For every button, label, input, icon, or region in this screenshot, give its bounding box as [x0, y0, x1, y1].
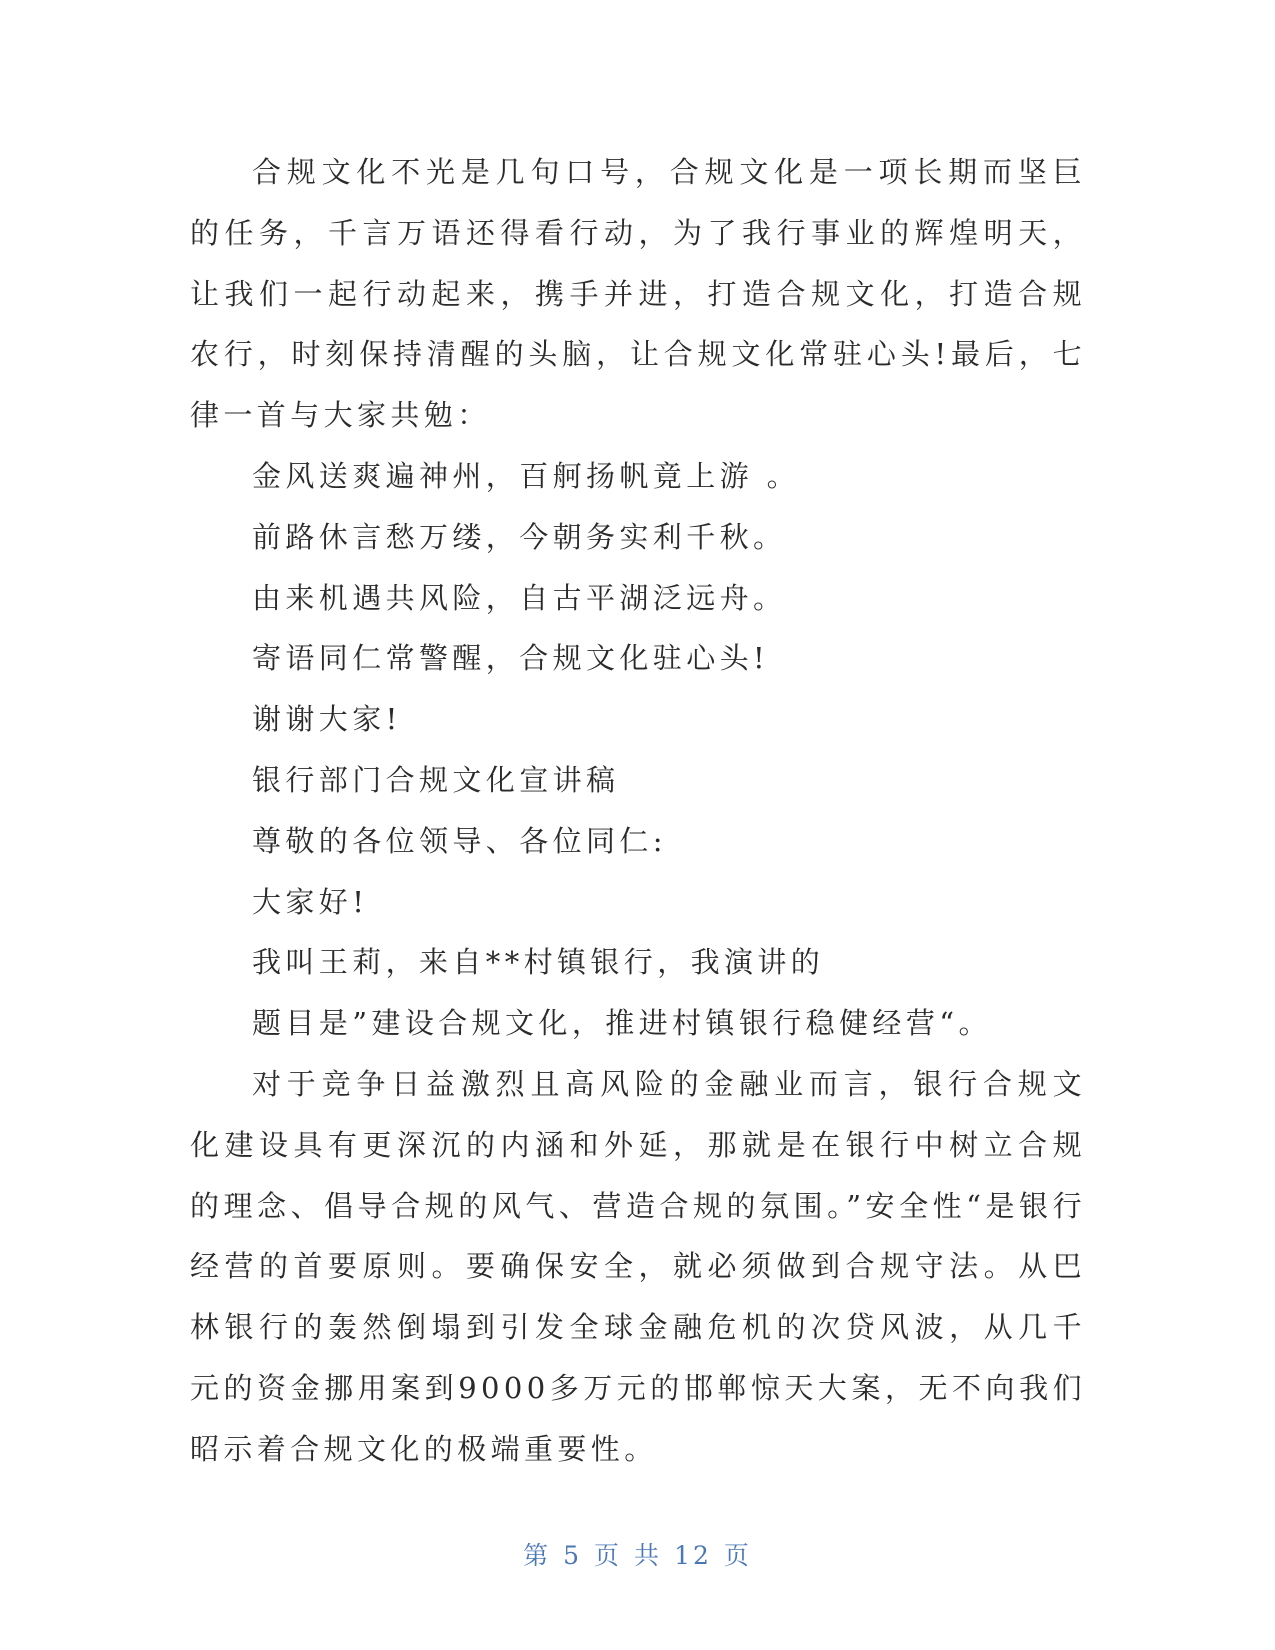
footer-page-current: 5	[563, 1541, 583, 1570]
poem-line-2: 前路休言愁万缕，今朝务实利千秋。	[252, 519, 787, 554]
greeting-line: 大家好!	[252, 884, 369, 919]
intro-line-2: 题目是”建设合规文化，推进村镇银行稳健经营“。	[252, 1006, 992, 1041]
poem-line-4: 寄语同仁常警醒，合规文化驻心头!	[252, 641, 770, 676]
footer-total-label: 共	[634, 1541, 663, 1570]
footer-total-unit: 页	[723, 1541, 752, 1570]
footer-page-label: 第	[523, 1541, 552, 1570]
paragraph-compliance-conclusion: 合规文化不光是几句口号，合规文化是一项长期而坚巨的任务，千言万语还得看行动，为了我行事业的辉煌明天，让我们一起行动起来，携手并进，打造合规文化，打造合规农行，时刻保持清醒的头脑，让合规文化常驻心头!最后，七律一首与大家共勉：	[190, 155, 1086, 433]
document-body	[190, 142, 1086, 1480]
footer-page-unit: 页	[594, 1541, 623, 1570]
intro-line-1: 我叫王莉，来自**村镇银行，我演讲的	[252, 945, 825, 980]
poem-line-3: 由来机遇共风险，自古平湖泛远舟。	[252, 580, 787, 615]
speech-title: 银行部门合规文化宣讲稿	[252, 762, 620, 797]
footer-page-total: 12	[674, 1541, 712, 1570]
salutation-line: 尊敬的各位领导、各位同仁:	[252, 823, 667, 858]
thanks-line: 谢谢大家!	[252, 702, 402, 737]
poem-line-1: 金风送爽遍神州，百舸扬帆竟上游 。	[252, 458, 801, 493]
page-footer	[0, 1536, 1275, 1572]
paragraph-compliance-importance: 对于竞争日益激烈且高风险的金融业而言，银行合规文化建设具有更深沉的内涵和外延，那就是在银行中树立合规的理念、倡导合规的风气、营造合规的氛围。”安全性“是银行经营的首要原则。要确保安全，就必须做到合规守法。从巴林银行的轰然倒塌到引发全球金融危机的次贷风波，从几千元的资金挪用案到9000多万元的邯郸惊天大案，无不向我们昭示着合规文化的极端重要性。	[190, 1066, 1086, 1466]
